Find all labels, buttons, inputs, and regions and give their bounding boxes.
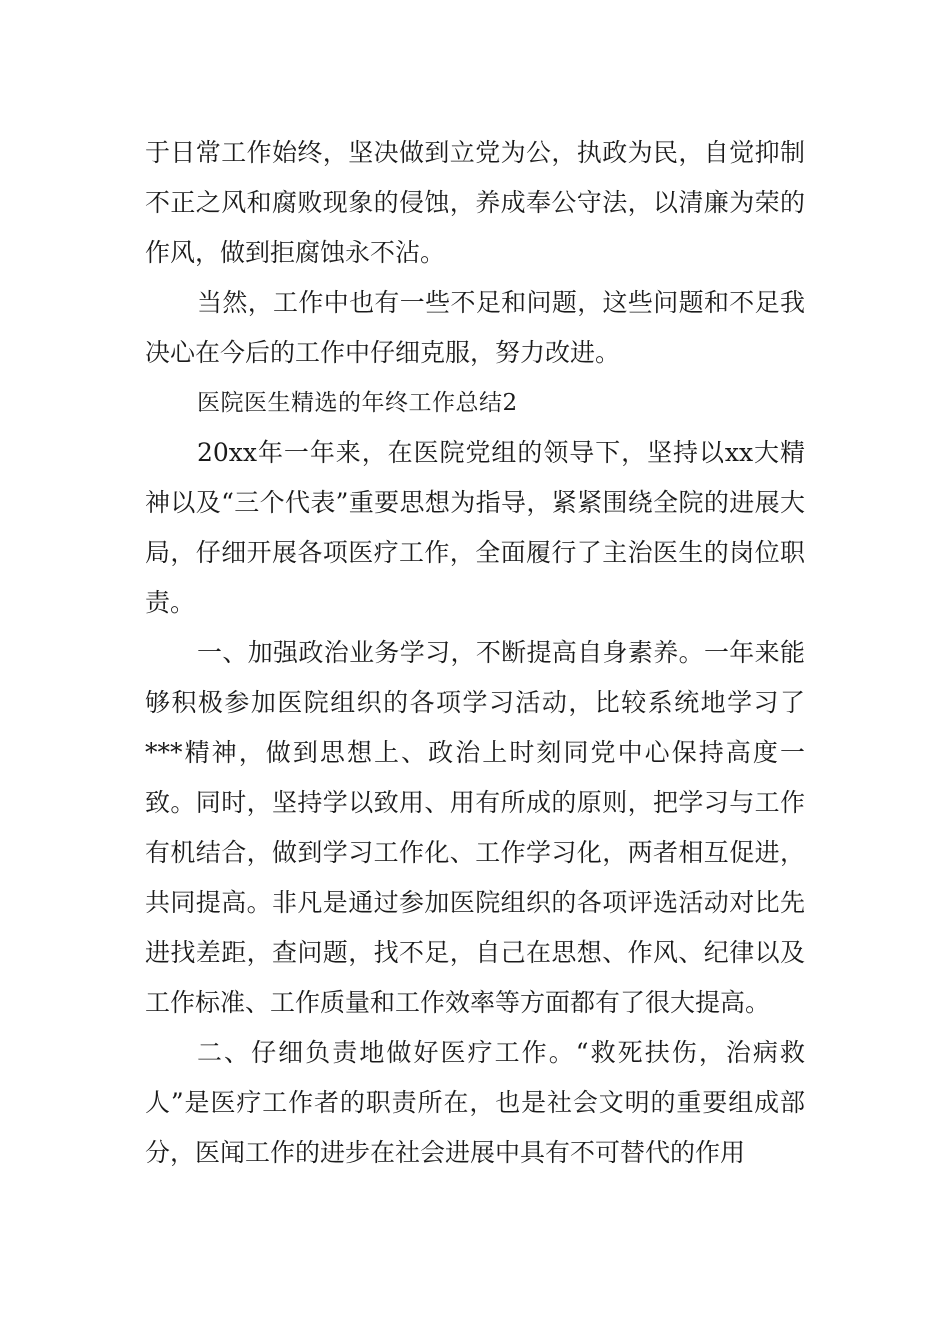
paragraph-point-one: 一、加强政治业务学习，不断提高自身素养。一年来能够积极参加医院组织的各项学习活动，比较系统地学习了***精神，做到思想上、政治上时刻同党中心保持高度一致。同时，坚持学以致用、用有所成的原则，把学习与工作有机结合，做到学习工作化、工作学习化，两者相互促进，共同提高。非凡是通过参加医院组织的各项评选活动对比先进找差距，查问题，找不足，自己在思想、作风、纪律以及工作标准、工作质量和工作效率等方面都有了很大提高。: [145, 638, 805, 1017]
document-page: [145, 128, 805, 1178]
paragraph-point-two: 二、仔细负责地做好医疗工作。“救死扶伤，治病救人”是医疗工作者的职责所在，也是社会文明的重要组成部分，医闻工作的进步在社会进展中具有不可替代的作用: [145, 1038, 805, 1167]
paragraph-intro: 20xx年一年来，在医院党组的领导下，坚持以xx大精神以及“三个代表”重要思想为指导，紧紧围绕全院的进展大局，仔细开展各项医疗工作，全面履行了主治医生的岗位职责。: [145, 438, 805, 617]
section-heading: 医院医生精选的年终工作总结2: [197, 390, 518, 416]
paragraph-integrity: 于日常工作始终，坚决做到立党为公，执政为民，自觉抑制不正之风和腐败现象的侵蚀，养成奉公守法，以清廉为荣的作风，做到拒腐蚀永不沾。: [145, 138, 805, 267]
paragraph-shortcomings: 当然，工作中也有一些不足和问题，这些问题和不足我决心在今后的工作中仔细克服，努力改进。: [145, 288, 805, 367]
